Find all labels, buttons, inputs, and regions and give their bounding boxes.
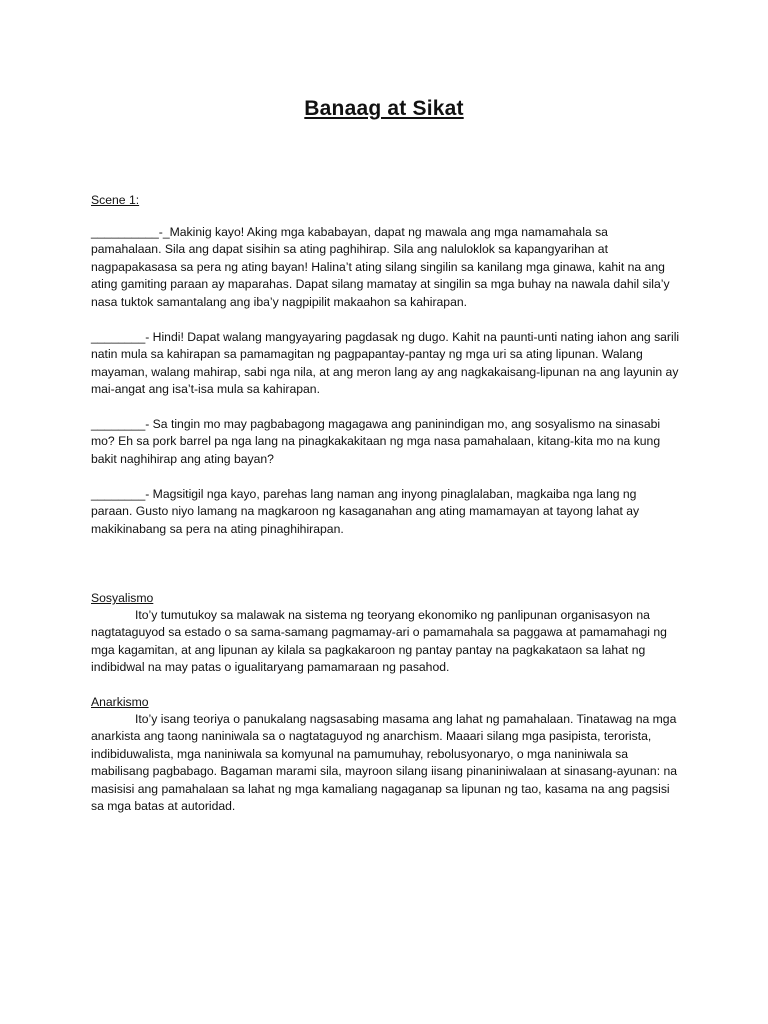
sosyalismo-definition: Ito’y tumutukoy sa malawak na sistema ng teoryang ekonomiko ng panlipunan organisasyon na nagtataguyod sa estado o sa sama-samang pagmamay-ari o pamamahala sa paggawa at pamamahagi ng mga kagamitan, at ang lipunan ay kilala sa pagkakaroon ng pantay pantay na pagkakataon sa lahat ng indibidwal na may patas o igualitaryang pamamaraan ng pasahod. — [91, 608, 667, 675]
dialogue-paragraph: __________-_Makinig kayo! Aking mga kababayan, dapat ng mawala ang mga namamahala sa pamahalaan. Sila ang dapat sisihin sa ating paghihirap. Sila ang naluloklok sa kapangyarihan at nagpapakasasa sa pera ng ating bayan! Halina’t ating silang singilin sa kanilang mga ginawa, kahit na ang ating gamiting paraan ay maparahas. Dapat silang mamatay at singilin sa mga buhay na nawala dahil sila’y nasa tuktok samantalang ang iba’y nagpipilit makaahon sa kahirapan. — [91, 225, 670, 309]
document-title: Banaag at Sikat — [304, 97, 464, 120]
anarkismo-heading: Anarkismo — [91, 695, 149, 709]
dialogue-paragraph: ________- Hindi! Dapat walang mangyayaring pagdasak ng dugo. Kahit na paunti-unti nating iahon ang sarili natin mula sa kahirapan sa pamamagitan ng pagpapantay-pantay ng mga uri sa ating lipunan. Walang mayaman, walang mahirap, sabi nga nila, at ang meron lang ay ang nagkakaisang-lipunan na ang layunin ay mai-angat ang isa’t-isa mula sa kahirapan. — [91, 330, 680, 397]
scene-heading: Scene 1: — [91, 193, 140, 207]
dialogue-paragraph: ________- Sa tingin mo may pagbabagong magagawa ang paninindigan mo, ang sosyalismo na sinasabi mo? Eh sa pork barrel pa nga lang na pinagkakakitaan ng mga nasa pamahalaan, kitang-kita mo na kung bakit naghihirap ang ating bayan? — [91, 417, 661, 466]
dialogue-paragraph: ________- Magsitigil nga kayo, parehas lang naman ang inyong pinaglalaban, magkaiba nga lang ng paraan. Gusto niyo lamang na magkaroon ng kasaganahan ang ating mamamayan at tayong lahat ay makikinabang sa pera na ating pinaghihirapan. — [91, 487, 640, 536]
anarkismo-definition: Ito’y isang teoriya o panukalang nagsasabing masama ang lahat ng pamahalaan. Tinatawag na mga anarkista ang taong naniniwala sa o nagtataguyod ng anarchism. Maaari silang mga pasipista, terorista, indibiduwalista, mga naniniwala sa komyunal na pamumuhay, rebolusyonaryo, o mga naniniwala sa mabilisang pagbabago. Bagaman marami sila, mayroon silang iisang pinaniniwalaan at sinasang-ayunan: na masisisi ang pamahalaan sa lahat ng mga kamaliang nagaganap sa lipunan ng tao, kasama na ang pagsisi sa mga batas at autoridad. — [91, 712, 678, 814]
sosyalismo-heading: Sosyalismo — [91, 591, 154, 605]
